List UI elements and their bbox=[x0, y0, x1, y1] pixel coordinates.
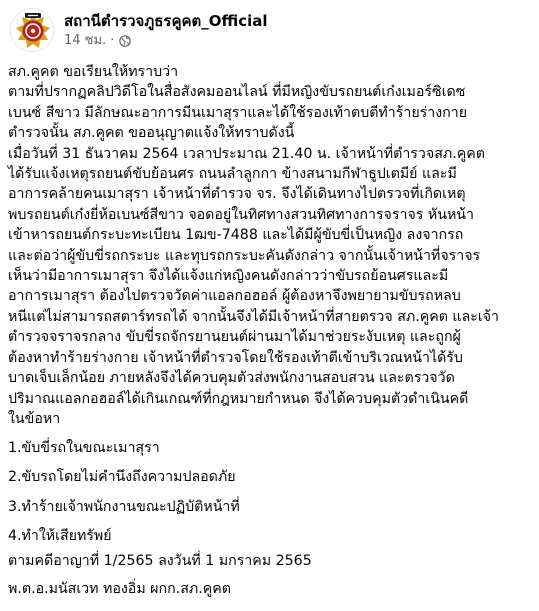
page-name-link[interactable]: สถานีตำรวจภูธรคูคต_Official bbox=[64, 12, 268, 30]
post-line: ในข้อหา bbox=[8, 410, 61, 427]
spacer bbox=[8, 517, 532, 522]
post-line: อาการคล้ายคนเมาสุรา เจ้าหน้าที่ตำรวจ จร. จึงได้เดินทางไปตรวจที่เกิดเหตุ bbox=[8, 186, 466, 203]
post-line: เข้าหารถยนต์กระบะทะเบียน 1ฒข-7488 และได้มีผู้ขับขี่เป็นหญิง ลงจากรถ bbox=[8, 227, 464, 244]
post-header bbox=[10, 8, 529, 56]
post-line: เมื่อวันที่ 31 ธันวาคม 2564 เวลาประมาณ 21.40 น. เจ้าหน้าที่ตำรวจสภ.คูคต bbox=[8, 145, 485, 162]
post-line: อาการเมาสุรา ต้องไปตรวจวัดค่าแอลกอฮอล์ ผู้ต้องหาจึงพยายามขับรถหลบ bbox=[8, 288, 461, 305]
post-line: ได้รับแจ้งเหตุรถยนต์ขับย้อนศร ถนนลำลูกกา ข้างสนามกีฬาธูปเตมีย์ และมี bbox=[8, 166, 457, 183]
charge-item: 4.ทำให้เสียทรัพย์ bbox=[8, 528, 112, 545]
post-line: ต้องหาทำร้ายร่างกาย เจ้าหน้าที่ตำรวจโดยใช้รองเท้าตีเข้าบริเวณหน้าได้รับ bbox=[8, 349, 463, 366]
post-line: ตำรวจนั้น สภ.คูคต ขออนุญาตแจ้งให้ทราบดังนี้ bbox=[8, 125, 295, 142]
police-badge-icon bbox=[11, 9, 54, 52]
post-line: และต่อว่าผู้ขับขี่รถกระบะ และทุบรถกระบะคันดังกล่าว จากนั้นเจ้าหน้าที่จราจร bbox=[8, 247, 481, 264]
post-line: สภ.คูคต ขอเรียนให้ทราบว่า bbox=[8, 64, 179, 80]
post-line: พบรถยนต์เก๋งยี่ห้อเบนซ์สีขาว จอดอยู่ในทิศทางสวนทิศทางการจราจร หันหน้า bbox=[8, 206, 474, 223]
post-meta bbox=[64, 33, 131, 49]
page-avatar[interactable] bbox=[10, 8, 54, 52]
spacer bbox=[8, 488, 532, 493]
charge-item: 1.ขับขี่รถในขณะเมาสุรา bbox=[8, 439, 160, 456]
post-line: ปริมาณแอลกอฮอล์ได้เกินเกณฑ์ที่กฎหมายกำหนด จึงได้ควบคุมตัวดำเนินคดี bbox=[8, 390, 469, 407]
post-line: เห็นว่ามีอาการเมาสุรา จึงได้แจ้งแก่หญิงคนดังกล่าวว่าขับรถย้อนศรและมี bbox=[8, 268, 449, 285]
separator-dot: · bbox=[110, 33, 115, 48]
post-line: ตามที่ปรากฏคลิปวิดีโอในสื่อสังคมออนไลน์ ที่มีหญิงขับรถยนต์เก๋งเมอร์ซิเดซ bbox=[8, 84, 466, 101]
post-timestamp[interactable]: 14 ชม. bbox=[64, 33, 107, 48]
globe-icon[interactable] bbox=[119, 35, 131, 47]
post-line: หนีแต่ไม่สามารถสตาร์ทรถได้ จากนั้นจึงได้มีเจ้าหน้าที่สายตรวจ สภ.คูคต และเจ้า bbox=[8, 308, 500, 325]
spacer bbox=[8, 429, 532, 433]
post-line: ตำรวจจราจรกลาง ขับขี่รถจักรยานยนต์ผ่านมาได้มาช่วยระงับเหตุ และถูกผู้ bbox=[8, 329, 461, 346]
charge-item: 3.ทำร้ายเจ้าพนักงานขณะปฏิบัติหน้าที่ bbox=[8, 498, 240, 515]
post-line: เบนซ์ สีขาว มีลักษณะอาการมีนเมาสุราและได้ใช้รองเท้าตบตีทำร้ายร่างกาย bbox=[8, 104, 468, 121]
case-reference: ตามคดีอาญาที่ 1/2565 ลงวันที่ 1 มกราคม 2565 bbox=[8, 552, 312, 569]
charge-item: 2.ขับรถโดยไม่คำนึงถึงความปลอดภัย bbox=[8, 469, 236, 486]
spacer bbox=[8, 458, 532, 463]
spacer bbox=[8, 571, 532, 575]
post-line: บาดเจ็บเล็กน้อย ภายหลังจึงได้ควบคุมตัวส่งพนักงานสอบสวน และตรวจวัด bbox=[8, 370, 455, 387]
signature-line: พ.ต.อ.มนัสเวท ทองอิ่ม ผกก.สภ.คูคต bbox=[8, 581, 231, 598]
post-content bbox=[8, 62, 532, 600]
